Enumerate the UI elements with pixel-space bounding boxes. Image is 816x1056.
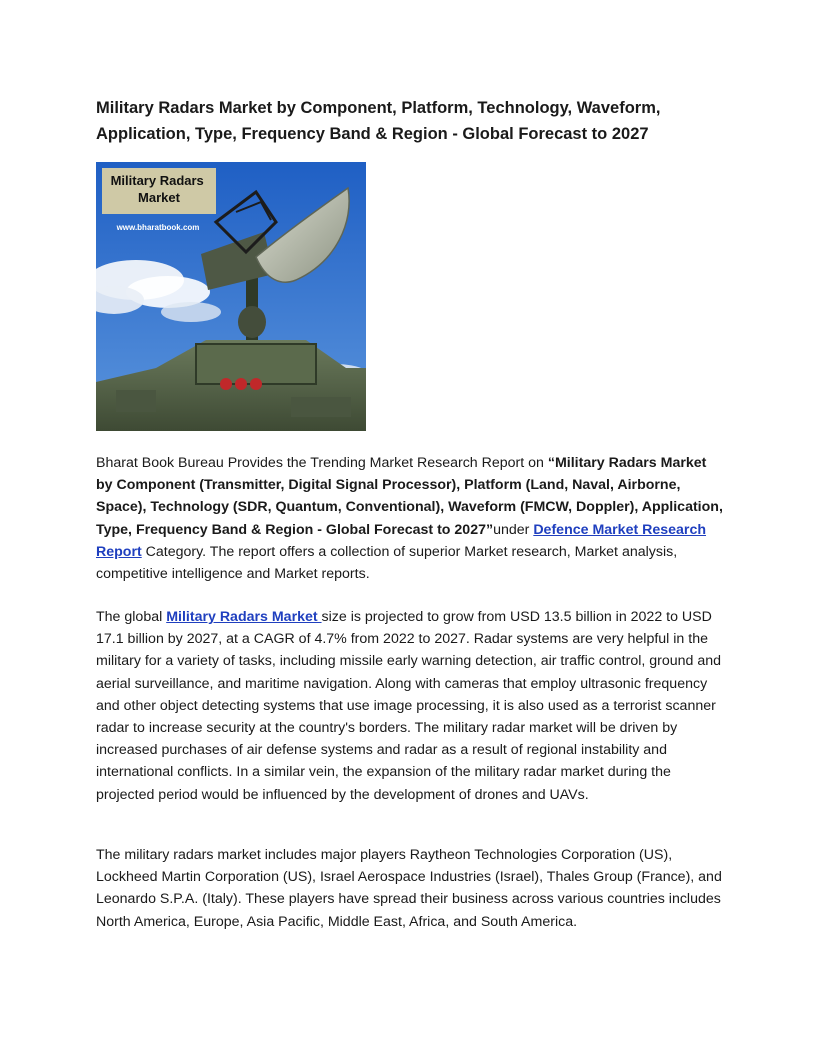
paragraph-players: The military radars market includes major players Raytheon Technologies Corporation (US), Lockheed Martin Corporation (US), Israel Aerospace Industries (Israel), Thales Group (France), and Leonardo S.P.A. (Italy). These players have spread their business across various countries includes North America, Europe, Asia Pacific, Middle East, Africa, and South America. bbox=[96, 847, 722, 930]
radar-photo bbox=[96, 162, 366, 431]
paragraph-market-size bbox=[96, 606, 724, 806]
under-text: under bbox=[493, 521, 534, 538]
figure-url: www.bharatbook.com bbox=[116, 223, 200, 232]
market-rest-text: size is projected to grow from USD 13.5 billion in 2022 to USD 17.1 billion by 2027, at a CAGR of 4.7% from 2022 to 2027. Radar systems are very helpful in the military for a variety of tasks, including missile early warning detection, air traffic control, ground and aerial surveillance, and maritime navigation. Along with cameras that employ ultrasonic frequency and other object detecting systems that use image processing, it is also used as a terrorist scanner radar to increase security at the country's borders. The military radar market will be driven by increased purchases of air defense systems and radar as a result of regional instability and international conflicts. In a similar vein, the expansion of the military radar market during the projected period would be influenced by the development of drones and UAVs. bbox=[96, 609, 722, 803]
report-title-text: “Military Radars Market by Component (Transmitter, Digital Signal Processor), Platform (Land, Naval, Airborne, Space), Technology (SDR, Quantum, Conventional), Waveform (FMCW, Doppler), Application, Type, Frequency Band & Region - Global Forecast to 2027” bbox=[96, 455, 723, 538]
market-lead-text: The global bbox=[96, 609, 167, 625]
document-title: Military Radars Market by Component, Platform, Technology, Waveform, Application, Type, Frequency Band & Region - Global Forecast to 2027 bbox=[96, 99, 661, 143]
intro-rest-text: Category. The report offers a collection of superior Market research, Market analysis, competitive intelligence and Market reports. bbox=[96, 543, 678, 583]
paragraph-intro bbox=[96, 452, 724, 585]
defence-report-link[interactable]: Defence Market Research Report bbox=[96, 521, 707, 560]
radar-figure bbox=[96, 162, 366, 431]
military-radars-market-link[interactable]: Military Radars Market bbox=[166, 609, 322, 625]
intro-text: Bharat Book Bureau Provides the Trending Market Research Report on bbox=[96, 455, 548, 471]
figure-label: Military Radars Market bbox=[110, 173, 204, 205]
